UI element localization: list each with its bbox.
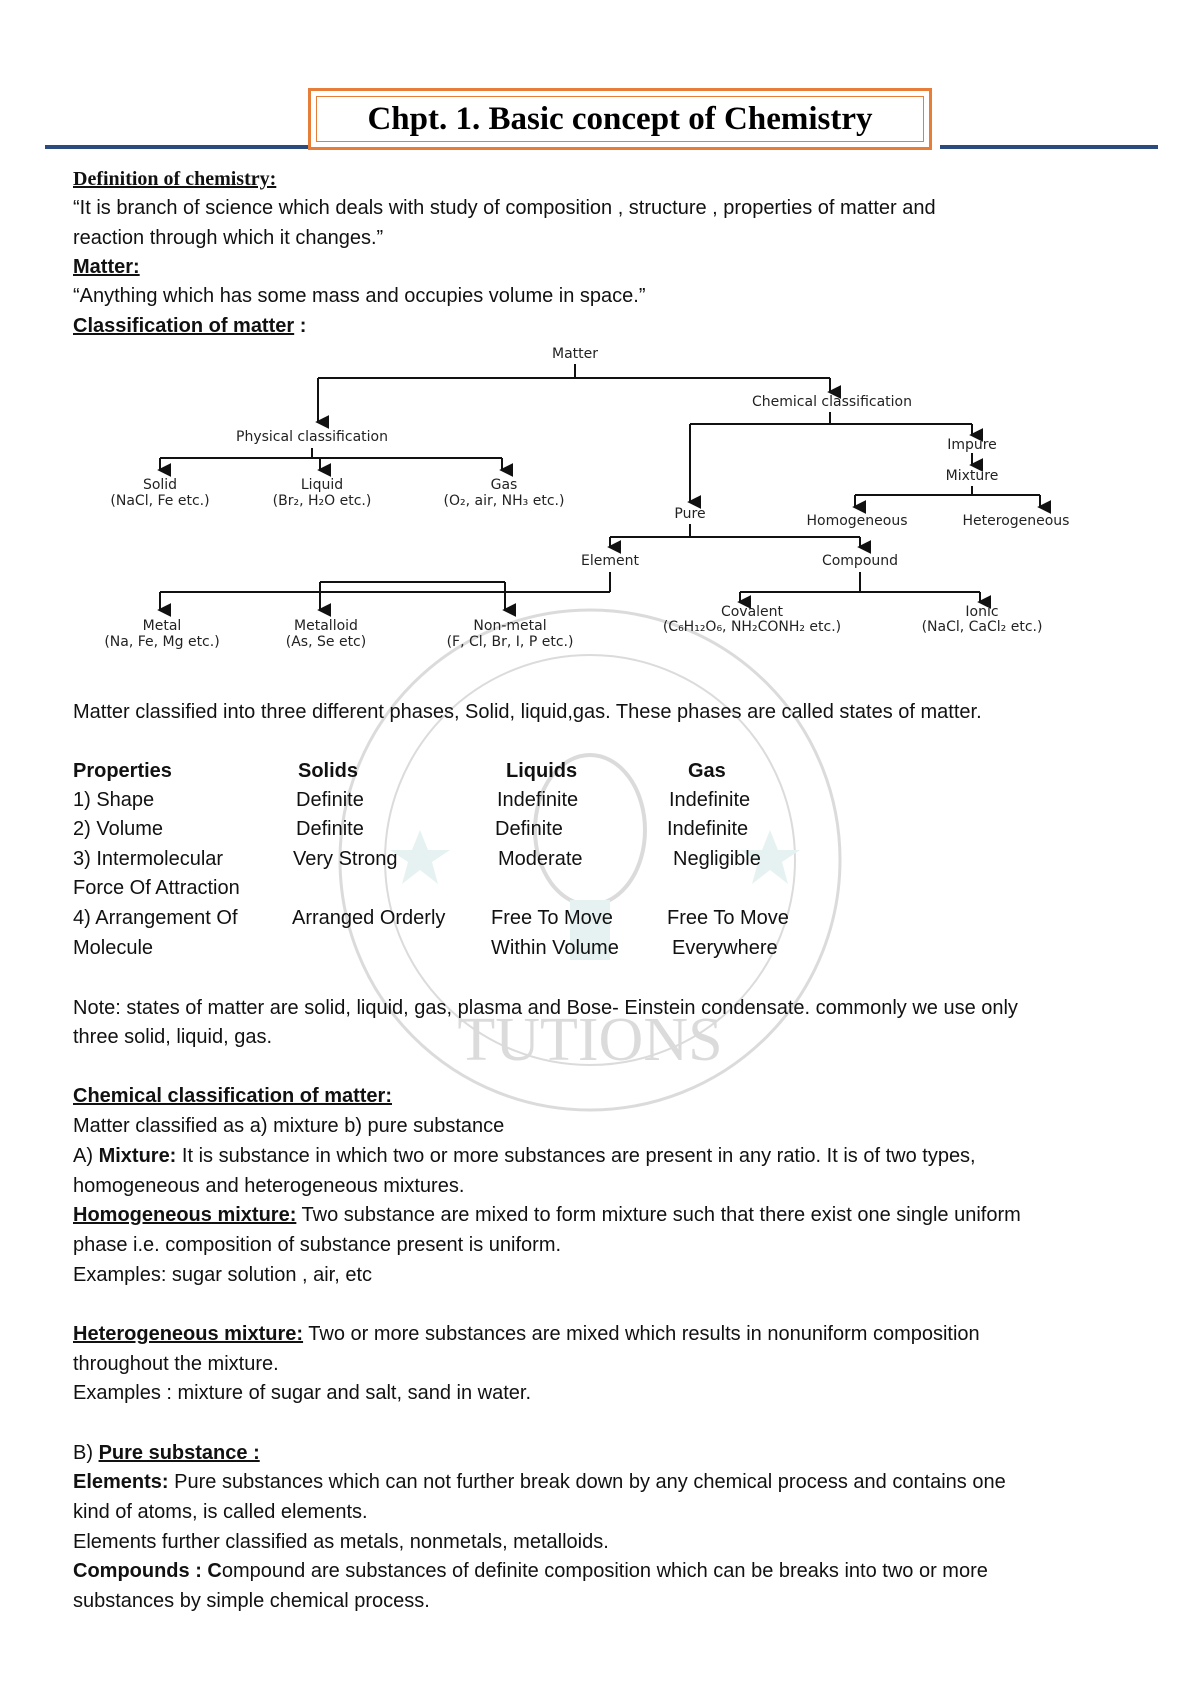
col-header-gas: Gas [688,760,726,782]
node-covalent-examples: (C₆H₁₂O₆, NH₂CONH₂ etc.) [662,619,842,635]
homogeneous-line-2: phase i.e. composition of substance present is uniform. [73,1234,562,1256]
elements-text: Pure substances which can not further break down by any chemical process and contains one [168,1471,1006,1493]
mixture-label: Mixture: [98,1145,177,1167]
heterogeneous-paragraph [73,1322,980,1346]
chemical-classification-heading: Chemical classification of matter: [73,1085,392,1107]
row-force-label: 3) Intermolecular [73,848,224,870]
node-metal: Metal [142,618,182,634]
compounds-label: Compounds : C [73,1560,222,1582]
row-arrangement-label-2: Molecule [73,937,154,959]
mixture-line-2: homogeneous and heterogeneous mixtures. [73,1175,465,1197]
classification-heading [73,314,306,338]
row-arrangement-gas: Free To Move [667,907,789,929]
pure-prefix: B) [73,1442,99,1464]
watermark-logo [330,600,850,1120]
mixture-paragraph [73,1144,976,1168]
matter-definition: “Anything which has some mass and occupies volume in space.” [73,285,646,307]
row-volume-solid: Definite [296,818,364,840]
homogeneous-label: Homogeneous mixture: [73,1204,297,1226]
classification-diagram [70,340,1120,660]
heterogeneous-text: Two or more substances are mixed which results in nonuniform composition [303,1323,980,1345]
heterogeneous-line-2: throughout the mixture. [73,1353,279,1375]
node-nonmetal-examples: (F, Cl, Br, I, P etc.) [446,634,574,650]
elements-line-2: kind of atoms, is called elements. [73,1501,368,1523]
compounds-text: ompound are substances of definite composition which can be breaks into two or more [221,1560,988,1582]
node-pure: Pure [674,506,706,522]
pure-substance-heading-line [73,1441,260,1465]
node-gas-examples: (O₂, air, NH₃ etc.) [443,493,565,509]
node-metalloid-examples: (As, Se etc) [285,634,367,650]
classification-heading-text: Classification of matter [73,315,295,337]
row-force-label-2: Force Of Attraction [73,877,240,899]
elements-paragraph [73,1470,1006,1494]
node-matter: Matter [551,346,599,362]
row-arrangement-gas-2: Everywhere [672,937,778,959]
node-homogeneous: Homogeneous [806,513,908,529]
classification-heading-colon: : [294,315,307,337]
row-shape-label: 1) Shape [73,789,155,811]
row-arrangement-label: 4) Arrangement Of [73,907,238,929]
row-shape-solid: Definite [296,789,364,811]
node-liquid-examples: (Br₂, H₂O etc.) [272,493,372,509]
node-solid: Solid [142,477,178,493]
node-mixture: Mixture [945,468,999,484]
row-force-liquid: Moderate [498,848,583,870]
node-covalent: Covalent [720,604,784,620]
compounds-paragraph [73,1559,988,1583]
note-line-2: three solid, liquid, gas. [73,1026,273,1048]
row-arrangement-solid: Arranged Orderly [292,907,446,929]
node-chemical-classification: Chemical classification [752,394,912,410]
watermark-bottom-text: TUTIONS [457,1006,723,1074]
row-shape-gas: Indefinite [669,789,751,811]
compounds-line-2: substances by simple chemical process. [73,1590,430,1612]
elements-line-3: Elements further classified as metals, nonmetals, metalloids. [73,1531,609,1553]
definition-heading: Definition of chemistry: [73,168,277,190]
mixture-prefix: A) [73,1145,99,1167]
node-physical-classification: Physical classification [236,429,388,445]
title-box [308,88,932,150]
homogeneous-examples: Examples: sugar solution , air, etc [73,1264,373,1286]
node-element: Element [581,553,639,569]
elements-label: Elements: [73,1471,169,1493]
row-volume-liquid: Definite [495,818,563,840]
node-heterogeneous: Heterogeneous [962,513,1070,529]
homogeneous-text: Two substance are mixed to form mixture such that there exist one single uniform [296,1204,1021,1226]
chemical-intro: Matter classified as a) mixture b) pure substance [73,1115,505,1137]
row-volume-label: 2) Volume [73,818,164,840]
definition-line-1: “It is branch of science which deals with study of composition , structure , properties of matter and [73,197,936,219]
row-arrangement-liquid: Free To Move [491,907,613,929]
matter-heading: Matter: [73,256,140,278]
mixture-text: It is substance in which two or more substances are present in any ratio. It is of two types, [176,1145,976,1167]
col-header-solids: Solids [298,760,359,782]
row-shape-liquid: Indefinite [497,789,579,811]
row-force-gas: Negligible [673,848,761,870]
pure-substance-heading: Pure substance : [98,1442,260,1464]
col-header-properties: Properties [73,760,172,782]
node-nonmetal: Non-metal [473,618,547,634]
page-title: Chpt. 1. Basic concept of Chemistry [367,100,873,137]
heterogeneous-label: Heterogeneous mixture: [73,1323,304,1345]
node-solid-examples: (NaCl, Fe etc.) [110,493,210,509]
row-arrangement-liquid-2: Within Volume [491,937,619,959]
homogeneous-paragraph [73,1203,1021,1227]
node-liquid: Liquid [300,477,344,493]
heterogeneous-examples: Examples : mixture of sugar and salt, sand in water. [73,1382,531,1404]
title-inner-border [316,96,924,142]
header-rule-right [940,145,1158,149]
col-header-liquids: Liquids [506,760,578,782]
node-metal-examples: (Na, Fe, Mg etc.) [104,634,220,650]
node-ionic-examples: (NaCl, CaCl₂ etc.) [921,619,1043,635]
node-gas: Gas [490,477,518,493]
node-ionic: Ionic [965,604,999,620]
note-line-1: Note: states of matter are solid, liquid, gas, plasma and Bose- Einstein condensate. commonly we use only [73,997,1018,1019]
row-volume-gas: Indefinite [667,818,749,840]
row-force-solid: Very Strong [293,848,398,870]
header-rule-left [45,145,310,149]
definition-line-2: reaction through which it changes.” [73,227,384,249]
node-impure: Impure [947,437,997,453]
node-metalloid: Metalloid [294,618,358,634]
node-compound: Compound [821,553,899,569]
states-intro: Matter classified into three different phases, Solid, liquid,gas. These phases are called states of matter. [73,701,982,723]
